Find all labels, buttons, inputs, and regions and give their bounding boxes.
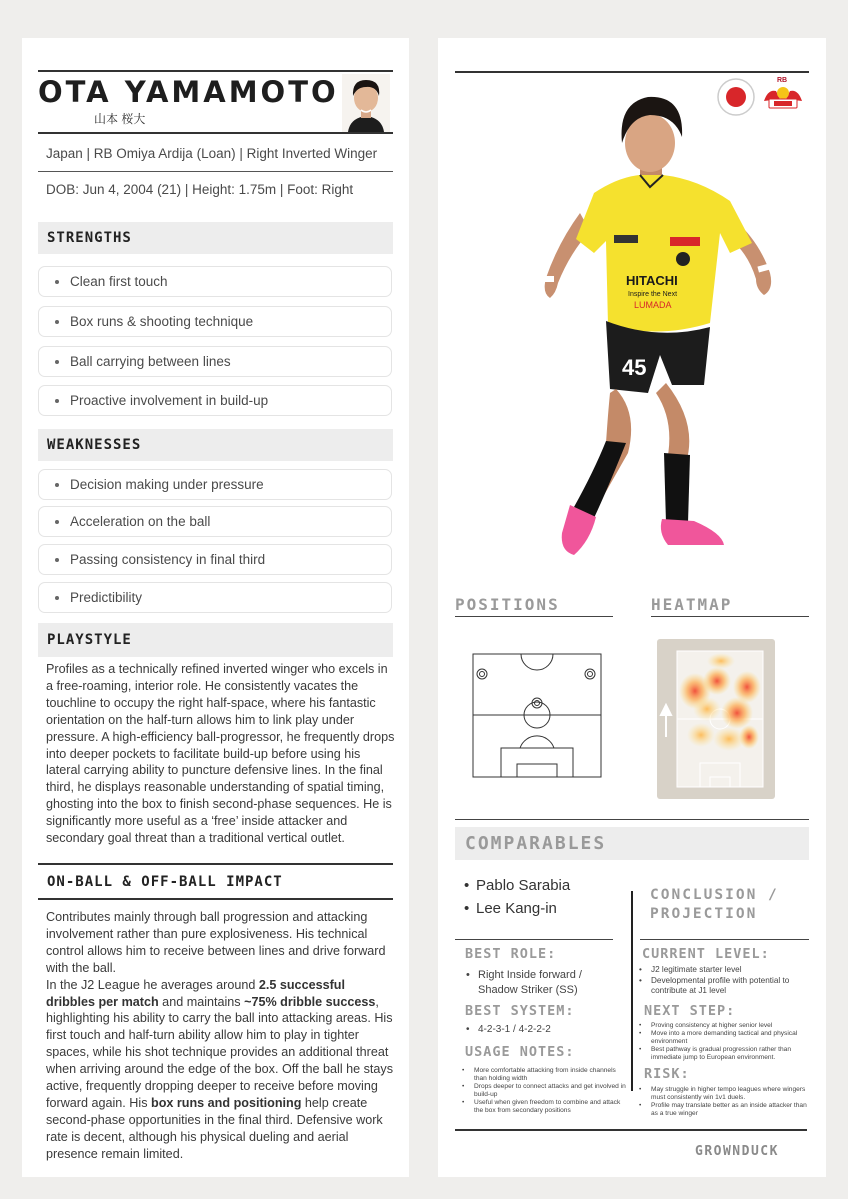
right-panel — [438, 38, 826, 1177]
best-role-item: • Right Inside forward / Shadow Striker (SS) — [466, 968, 616, 997]
usage-note-item: • More comfortable attacking from inside channels than holding width — [462, 1067, 630, 1083]
next-step-heading: NEXT STEP: — [644, 1003, 736, 1019]
player-avatar — [342, 74, 390, 132]
comparables-list — [464, 874, 570, 920]
usage-note-item: • Drops deeper to connect attacks and get involved in build-up — [462, 1083, 630, 1099]
usage-notes-heading: USAGE NOTES: — [465, 1044, 575, 1060]
risk-item: • Profile may translate better as an inside attacker than as a true winger — [639, 1102, 807, 1118]
strength-item: Ball carrying between lines — [38, 346, 392, 377]
risk-list — [639, 1086, 807, 1118]
brand-wordmark: GROWNDUCK — [695, 1144, 779, 1159]
playstyle-heading: PLAYSTYLE — [38, 623, 393, 657]
comparables-top-divider — [455, 819, 809, 820]
next-step-item: • Proving consistency at higher senior level — [639, 1022, 807, 1030]
best-role-heading: BEST ROLE: — [465, 946, 557, 962]
best-system-heading: BEST SYSTEM: — [465, 1003, 575, 1019]
current-level-list — [639, 965, 807, 997]
comparables-heading: COMPARABLES — [465, 833, 607, 854]
sponsor-text: HITACHI — [626, 273, 678, 288]
strength-item: Proactive involvement in build-up — [38, 385, 392, 416]
weakness-item: Decision making under pressure — [38, 469, 392, 500]
right-top-divider — [455, 71, 809, 73]
usage-note-item: • Useful when given freedom to combine and attack the box from secondary positions — [462, 1099, 630, 1115]
shirt-number: 45 — [622, 355, 647, 380]
best-role-list — [466, 968, 616, 997]
impact-bottom-divider — [38, 898, 393, 900]
top-divider — [38, 70, 393, 72]
weakness-item: Passing consistency in final third — [38, 544, 392, 575]
player-bio-line: DOB: Jun 4, 2004 (21) | Height: 1.75m | Foot: Right — [46, 182, 354, 197]
current-level-heading: CURRENT LEVEL: — [642, 946, 770, 962]
best-system-list — [466, 1024, 616, 1036]
usage-notes-list — [462, 1067, 630, 1115]
current-level-item: • J2 legitimate starter level — [639, 965, 807, 976]
conclusion-heading: CONCLUSION / PROJECTION — [650, 887, 779, 922]
impact-heading: ON-BALL & OFF-BALL IMPACT — [38, 865, 393, 898]
weakness-item: Acceleration on the ball — [38, 506, 392, 537]
next-step-item: • Best pathway is gradual progression rather than immediate jump to European environment. — [639, 1046, 807, 1062]
comparable-item: • Lee Kang-in — [464, 897, 570, 920]
heatmap-chart — [657, 639, 775, 799]
footer-divider — [455, 1129, 807, 1131]
player-name-local: 山本 桜大 — [94, 112, 146, 126]
risk-item: • May struggle in higher tempo leagues where wingers must consistently win 1v1 duels. — [639, 1086, 807, 1102]
comparable-item: • Pablo Sarabia — [464, 874, 570, 897]
heatmap-heading: HEATMAP — [651, 595, 733, 614]
best-role-divider — [455, 939, 613, 940]
player-name: OTA YAMAMOTO — [38, 75, 339, 109]
weakness-item: Predictibility — [38, 582, 392, 613]
player-info-line: Japan | RB Omiya Ardija (Loan) | Right Inverted Winger — [46, 146, 378, 161]
playstyle-text: Profiles as a technically refined inverted winger who excels in a free-roaming, interior role. He consistently vacates the touchline to occupy the right half-space, where his fantastic orientation on the half-turn allows him to link play under pressure. A high-efficiency ball-progressor, he frequently drops into deeper pockets to facilitate build-up before using his lateral carrying ability to puncture defensive lines. In the final third, he displays reasonable understanding of spatial timing, ghosting into the box to finish second-phase sequences. He is significantly more useful as a ‘free’ inside attacker and secondary goal threat than a traditional vertical outlet. — [46, 662, 395, 846]
strengths-heading: STRENGTHS — [38, 222, 393, 254]
player-action-illustration — [498, 93, 778, 558]
club-abbr: RB — [777, 77, 788, 84]
current-level-item: • Developmental profile with potential to contribute at J1 level — [639, 976, 807, 997]
risk-heading: RISK: — [644, 1066, 690, 1082]
positions-heading: POSITIONS — [455, 595, 560, 614]
info-divider — [38, 171, 393, 172]
strength-item: Box runs & shooting technique — [38, 306, 392, 337]
sub-sponsor-text: LUMADA — [634, 300, 672, 310]
positions-pitch — [472, 653, 602, 778]
sponsor-tagline: Inspire the Next — [628, 291, 678, 298]
next-step-list — [639, 1022, 807, 1062]
name-divider — [38, 132, 393, 134]
best-system-item: • 4-2-3-1 / 4-2-2-2 — [466, 1024, 616, 1036]
vertical-divider — [631, 891, 633, 1091]
left-panel — [22, 38, 409, 1177]
heatmap-divider — [651, 616, 809, 617]
impact-text: Contributes mainly through ball progression and attacking involvement rather than pure explosiveness. His technical control allows him to receive between lines and drive forward with the ball. In the J2 League he averages around 2.5 successful dribbles per match and maintains ~75% dribble success, highlighting his ability to carry the ball into attacking areas. His first touch and half-turn ability allow him to play in tighter spaces, while his shot technique provides an additional threat when arriving around the edge of the box. Off the ball he stays active, frequently dropping deeper to receive before moving forward again. His box runs and positioning help create second-phase opportunities in the final third. Defensive work rate is decent, although his physical dueling and aerial presence remain limited. — [46, 910, 394, 1161]
next-step-item: • Move into a more demanding tactical and physical environment — [639, 1030, 807, 1046]
positions-divider — [455, 616, 613, 617]
current-level-divider — [640, 939, 809, 940]
strength-item: Clean first touch — [38, 266, 392, 297]
weaknesses-heading: WEAKNESSES — [38, 429, 393, 461]
